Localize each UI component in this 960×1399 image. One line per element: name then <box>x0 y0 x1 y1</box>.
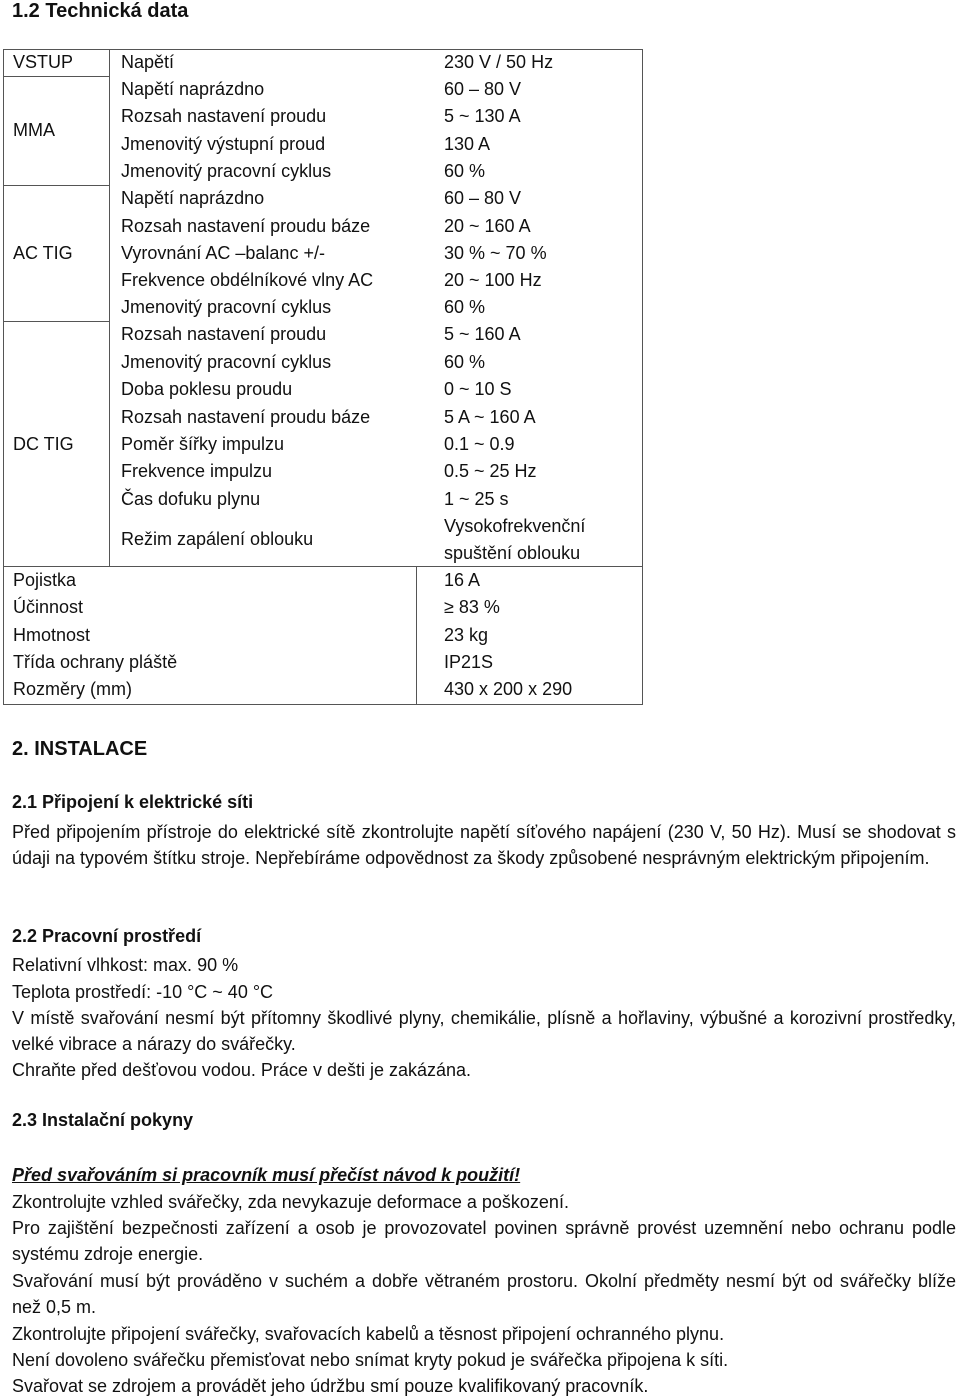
param-cell: Napětí <box>121 52 175 72</box>
group-label: AC TIG <box>13 243 73 263</box>
paragraph-line: Svařovat se zdrojem a provádět jeho údržbu smí pouze kvalifikovaný pracovník. <box>12 1376 649 1396</box>
param-cell: Účinnost <box>13 597 84 617</box>
value-cell: 0 ~ 10 S <box>444 379 512 399</box>
param-cell: Rozsah nastavení proudu báze <box>121 216 371 236</box>
value-cell: 5 A ~ 160 A <box>444 407 536 427</box>
value-cell: 20 ~ 160 A <box>444 216 531 236</box>
group-label: DC TIG <box>13 434 74 454</box>
value-cell: 60 % <box>444 161 486 181</box>
param-cell: Jmenovitý pracovní cyklus <box>121 161 332 181</box>
value-cell: Vysokofrekvenční <box>444 516 586 536</box>
paragraph: V místě svařování nesmí být přítomny škodlivé plyny, chemikálie, plísně a hořlaviny, výbušné a korozivní prostředky, velké vibrace a nárazy do svářečky. <box>12 1008 956 1054</box>
value-cell: 130 A <box>444 134 491 154</box>
paragraph-line: Teplota prostředí: -10 °C ~ 40 °C <box>12 982 274 1002</box>
param-cell: Třída ochrany pláště <box>13 652 178 672</box>
paragraph: Před připojením přístroje do elektrické sítě zkontrolujte napětí síťového napájení (230 V, 50 Hz). Musí se shodovat s údaji na typovém štítku stroje. Nepřebíráme odpovědnost za škody způsobené nesprávným elektrickým připojením. <box>12 822 956 868</box>
param-cell: Jmenovitý výstupní proud <box>121 134 326 154</box>
value-cell: 5 ~ 160 A <box>444 324 521 344</box>
param-cell: Jmenovitý pracovní cyklus <box>121 352 332 372</box>
param-cell: Hmotnost <box>13 625 91 645</box>
paragraph-line: Zkontrolujte připojení svářečky, svařovacích kabelů a těsnost připojení ochranného plynu. <box>12 1324 725 1344</box>
param-cell: Čas dofuku plynu <box>121 489 261 509</box>
param-cell: Vyrovnání AC –balanc +/- <box>121 243 325 263</box>
value-cell: spuštění oblouku <box>444 543 581 563</box>
param-cell: Napětí naprázdno <box>121 188 265 208</box>
param-cell: Jmenovitý pracovní cyklus <box>121 297 332 317</box>
group-label: MMA <box>13 120 55 140</box>
chapter-heading: 2. INSTALACE <box>12 738 148 760</box>
value-cell: 60 % <box>444 297 486 317</box>
param-cell: Frekvence obdélníkové vlny AC <box>121 270 374 290</box>
value-cell: 30 % ~ 70 % <box>444 243 547 263</box>
table-divider <box>3 321 109 322</box>
param-cell: Frekvence impulzu <box>121 461 273 481</box>
value-cell: 20 ~ 100 Hz <box>444 270 542 290</box>
warning-text: Před svařováním si pracovník musí přečíst návod k použití! <box>12 1165 521 1185</box>
table-divider <box>3 185 109 186</box>
value-cell: 1 ~ 25 s <box>444 489 509 509</box>
value-cell: 0.1 ~ 0.9 <box>444 434 515 454</box>
spec-table <box>3 49 643 705</box>
value-cell: 5 ~ 130 A <box>444 106 521 126</box>
group-label: VSTUP <box>13 52 74 72</box>
paragraph-line: Relativní vlhkost: max. 90 % <box>12 955 239 975</box>
table-divider <box>3 76 109 77</box>
table-divider <box>109 49 110 566</box>
value-cell: 230 V / 50 Hz <box>444 52 554 72</box>
paragraph-line: Zkontrolujte vzhled svářečky, zda nevykazuje deformace a poškození. <box>12 1192 569 1212</box>
subsection-heading: 2.2 Pracovní prostředí <box>12 926 202 946</box>
param-cell: Rozsah nastavení proudu <box>121 324 327 344</box>
param-cell: Poměr šířky impulzu <box>121 434 285 454</box>
paragraph: Pro zajištění bezpečnosti zařízení a osob je provozovatel povinen správně provést uzemnění nebo ochranu podle systému zdroje energie. <box>12 1218 956 1264</box>
paragraph: Svařování musí být prováděno v suchém a dobře větraném prostoru. Okolní předměty nesmí být od svářečky blíže než 0,5 m. <box>12 1271 956 1317</box>
value-cell: 23 kg <box>444 625 489 645</box>
param-cell: Doba poklesu proudu <box>121 379 293 399</box>
param-cell: Rozsah nastavení proudu <box>121 106 327 126</box>
paragraph-line: Chraňte před dešťovou vodou. Práce v dešti je zakázána. <box>12 1060 472 1080</box>
param-cell: Rozměry (mm) <box>13 679 132 699</box>
param-cell: Rozsah nastavení proudu báze <box>121 407 371 427</box>
paragraph-line: Není dovoleno svářečku přemisťovat nebo snímat kryty pokud je svářečka připojena k síti. <box>12 1350 729 1370</box>
value-cell: 60 % <box>444 352 486 372</box>
value-cell: 430 x 200 x 290 <box>444 679 573 699</box>
subsection-heading: 2.1 Připojení k elektrické síti <box>12 792 254 812</box>
param-cell: Režim zapálení oblouku <box>121 529 314 549</box>
value-cell: ≥ 83 % <box>444 597 500 617</box>
value-cell: 16 A <box>444 570 481 590</box>
param-cell: Pojistka <box>13 570 77 590</box>
param-cell: Napětí naprázdno <box>121 79 265 99</box>
subsection-heading: 2.3 Instalační pokyny <box>12 1110 194 1130</box>
section-title: 1.2 Technická data <box>12 0 189 22</box>
value-cell: 0.5 ~ 25 Hz <box>444 461 537 481</box>
value-cell: 60 – 80 V <box>444 79 522 99</box>
value-cell: 60 – 80 V <box>444 188 522 208</box>
table-divider <box>416 566 417 704</box>
value-cell: IP21S <box>444 652 494 672</box>
